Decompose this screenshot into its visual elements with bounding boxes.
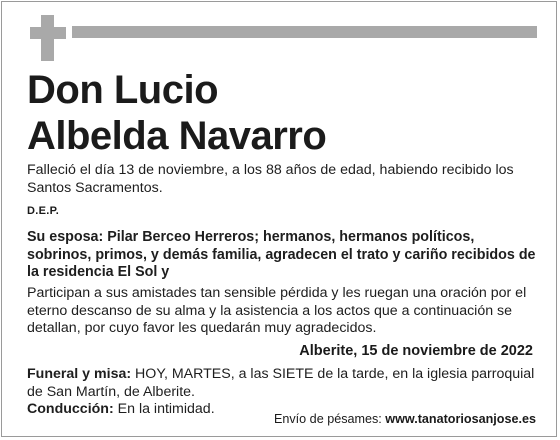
conduction-text: En la intimidad. xyxy=(113,401,215,417)
funeral-label: Funeral y misa: xyxy=(27,366,132,382)
death-notice: Falleció el día 13 de noviembre, a los 88 años de edad, habiendo recibido los Santos Sacramentos. xyxy=(27,162,514,196)
dep-label: D.E.P. xyxy=(27,205,60,217)
header-rule xyxy=(72,26,537,38)
condolences-label: Envío de pésames: xyxy=(273,412,386,426)
funeral-text: HOY, MARTES, a las SIETE de la tarde, en la iglesia parroquial de San Martín, de Alberite. xyxy=(27,366,535,400)
place-date: Alberite, 15 de noviembre de 2022 xyxy=(299,343,533,359)
conduction-info xyxy=(27,401,215,419)
condolences-info xyxy=(274,412,536,426)
funeral-info xyxy=(27,366,537,401)
condolences-website-link[interactable]: www.tanatoriosanjose.es xyxy=(385,412,536,426)
conduction-label: Conducción: xyxy=(27,401,114,417)
family-notice: Su esposa: Pilar Berceo Herreros; hermanos, hermanos políticos, sobrinos, primos, y demás familia, agradecen el trato y cariño recibidos de la residencia El Sol y xyxy=(27,229,536,280)
deceased-name-line2: Albelda Navarro xyxy=(27,114,327,158)
cross-icon xyxy=(30,15,66,61)
deceased-name-line1: Don Lucio xyxy=(27,68,219,112)
request-notice: Participan a sus amistades tan sensible pérdida y les ruegan una oración por el eterno descanso de su alma y la asistencia a los actos que a continuación se detallan, por cuyo favor les quedarán muy agradecidos. xyxy=(27,285,527,336)
